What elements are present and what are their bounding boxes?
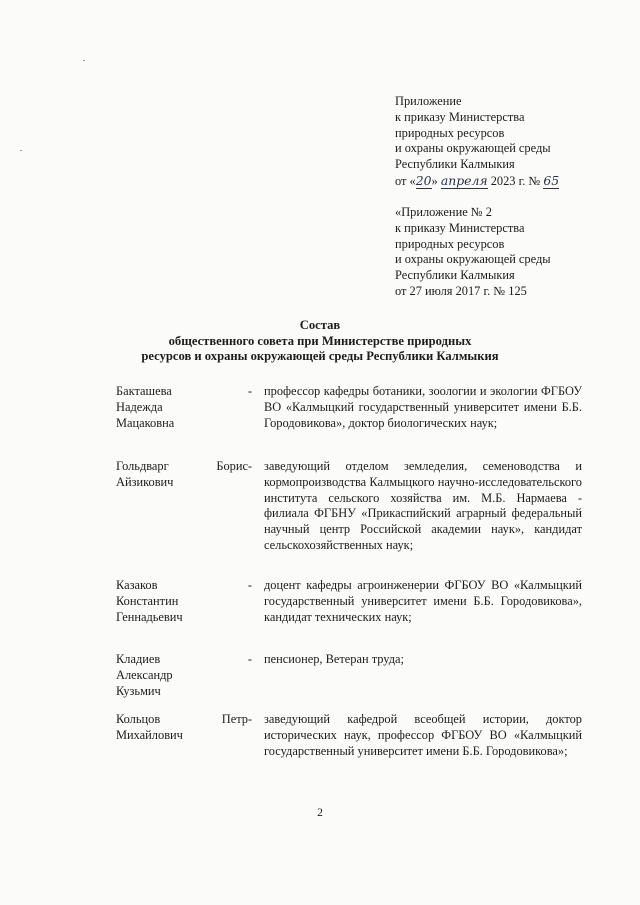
name-line: Александр [116,667,173,682]
member-name [116,712,248,744]
date-prefix: от « [395,173,416,188]
appendix-header-original [395,205,600,300]
member-name [116,652,248,699]
name-line [116,459,248,475]
name-line: Кузьмич [116,683,161,698]
appendix-line: природных ресурсов [395,125,505,140]
member-name [116,459,248,491]
member-description: доцент кафедры агроинженерии ФГБОУ ВО «Калмыцкий государственный университет имени Б.Б. Городовикова», кандидат технических наук; [264,578,582,624]
member-description: пенсионер, Ветеран труда; [264,652,404,666]
title-line: общественного совета при Министерстве природных [168,333,472,348]
appendix-line: природных ресурсов [395,236,505,251]
member-description: профессор кафедры ботаники, зоологии и экологии ФГБОУ ВО «Калмыцкий государственный университет имени Б.Б. Городовикова», доктор биологических наук; [264,384,582,430]
member-description: заведующий отделом земледелия, семеноводства и кормопроизводства Калмыцкого научно-исследовательского института сельского хозяйства им. М.Б. Нармаева - филиала ФГБНУ «Прикаспийский аграрный федеральный научный центр Российской академии наук», кандидат сельскохозяйственных наук; [264,459,582,552]
member-name [116,578,248,625]
name-line: Казаков [116,578,158,592]
name-line: Айзикович [116,474,174,489]
name-line: Надежда [116,399,163,414]
name-line: Геннадьевич [116,609,183,624]
separator-dash: - [247,578,253,592]
document-title [0,318,640,365]
appendix-line: Республики Калмыкия [395,157,515,172]
separator-dash: - [247,652,253,666]
appendix-line: и охраны окружающей среды [395,141,551,156]
member-name [116,384,248,431]
date-mid: » [431,173,438,188]
separator-dash: - [247,384,253,398]
name-line: Мацаковна [116,415,175,430]
name-word: Кольцов [116,712,161,726]
name-word: Петр [221,712,248,726]
appendix-line: Республики Калмыкия [395,268,515,283]
appendix-line: к приказу Министерства [395,109,525,124]
appendix-line: к приказу Министерства [395,220,525,235]
handwritten-order-number: 65 [543,172,560,188]
name-line: Кладиев [116,652,161,666]
scan-speck [83,60,85,61]
separator-dash: - [247,459,253,473]
handwritten-month: апреля [440,172,488,188]
name-line: Бакташева [116,384,172,398]
name-line: Михайлович [116,727,183,742]
separator-dash: - [247,712,253,726]
title-line: Состав [299,318,341,332]
appendix-line: «Приложение № 2 [395,205,492,219]
name-line [116,712,248,728]
page-number: 2 [317,807,323,819]
appendix-line: и охраны окружающей среды [395,252,551,267]
title-line: ресурсов и охраны окружающей среды Республики Калмыкия [141,349,499,364]
scan-speck [20,150,22,151]
member-description: заведующий кафедрой всеобщей истории, доктор исторических наук, профессор ФГБОУ ВО «Калмыцкий государственный университет имени Б.Б. Городовикова»; [264,712,582,758]
appendix-line: Приложение [395,94,462,108]
name-word: Борис [216,459,248,473]
name-line: Константин [116,593,179,608]
order-date-line [395,173,600,190]
name-word: Гольдварг [116,459,169,473]
date-year: 2023 г. № [490,173,541,188]
handwritten-day: 20 [415,172,432,188]
appendix-line: от 27 июля 2017 г. № 125 [395,283,527,298]
appendix-header-current [395,94,600,190]
